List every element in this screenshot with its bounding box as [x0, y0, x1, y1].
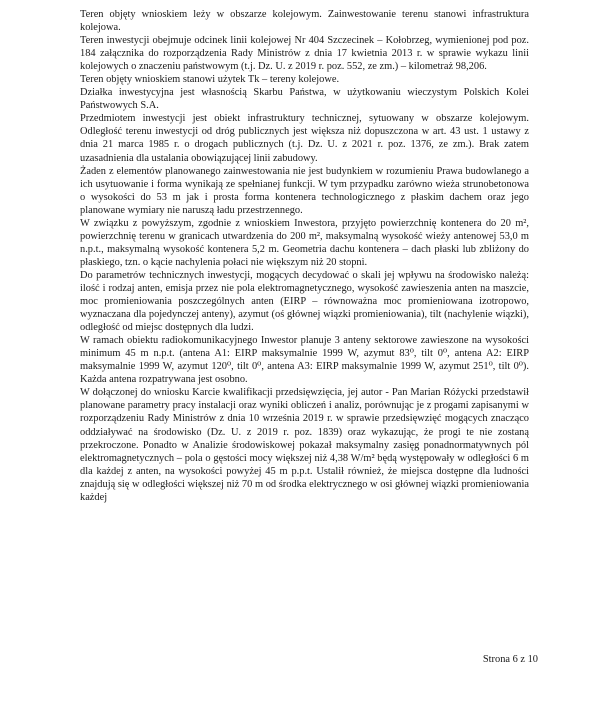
paragraph-land-use: Teren objęty wnioskiem stanowi użytek Tk – tereny kolejowe. [80, 74, 340, 86]
paragraph-antennas: W ramach obiektu radiokomunikacyjnego Inwestor planuje 3 anteny sektorowe zawieszone na wysokości minimum 45 m n.p.t. (antena A1: EIRP maksymalnie 1999 W, azymut 83⁰, tilt 0⁰, antena A2: EIRP maksymalnie 1999 W, azymut 120⁰, tilt 0⁰, antena A3: EIRP maksymalnie 1999 W, azymut 251⁰, tilt 0⁰). Każda antena rozpatrywana jest osobno. [80, 335, 529, 386]
paragraph-investment-subject: Przedmiotem inwestycji jest obiekt infrastruktury technicznej, sytuowany w obszarze kolejowym. Odległość terenu inwestycji od dróg publicznych jest większa niż dopuszczona w art. 43 ust. 1 ustawy z dnia 21 marca 1985 r. o drogach publicznych (t.j. Dz. U. z 2021 r. poz. 1376, ze zm.). Brak zatem uzasadnienia dla ustalania obowiązującej linii zabudowy. [80, 113, 529, 164]
paragraph-rail-area: Teren objęty wnioskiem leży w obszarze kolejowym. Zainwestowanie terenu stanowi infrastruktura kolejowa. [80, 9, 529, 34]
paragraph-container-parameters: W związku z powyższym, zgodnie z wnioskiem Inwestora, przyjęto powierzchnię kontenera do 20 m², powierzchnię terenu w granicach utwardzenia do 200 m², maksymalną wysokość wieży antenowej 53,0 m n.p.t., maksymalną wysokość kontenera 5,2 m. Geometria dachu kontenera – dach płaski lub zbliżony do płaskiego, tzn. o kącie nachylenia połaci nie większym niż 20 stopni. [80, 217, 529, 268]
paragraph-railway-line: Teren inwestycji obejmuje odcinek linii kolejowej Nr 404 Szczecinek – Kołobrzeg, wymienionej pod poz. 184 załącznika do rozporządzenia Rady Ministrów z dnia 17 kwietnia 2013 r. w sprawie wykazu linii kolejowych o znaczeniu państwowym (t.j. Dz. U. z 2019 r. poz. 552, ze zm.) – kilometraż 98,206. [80, 35, 529, 73]
paragraph-spatial-order: Żaden z elementów planowanego zainwestowania nie jest budynkiem w rozumieniu Prawa budowlanego a ich usytuowanie i forma wynikają ze spełnianej funkcji. W tym przypadku zarówno wieża strunobetonowa o wysokości do 53 m jak i prosta forma kontenera technologicznego z płaskim dachem oraz jego planowane wymiary nie naruszą ładu przestrzennego. [80, 165, 529, 216]
page-number: Strona 6 z 10 [482, 654, 538, 665]
body-text [80, 8, 529, 504]
paragraph-ownership: Działka inwestycyjna jest własnością Skarbu Państwa, w użytkowaniu wieczystym Polskich Kolei Państwowych S.A. [80, 87, 529, 112]
paragraph-qualification-card: W dołączonej do wniosku Karcie kwalifikacji przedsięwzięcia, jej autor - Pan Marian Różycki przedstawił planowane parametry pracy instalacji oraz wyniki obliczeń i analiz, porównując je z progami zapisanymi w rozporządzeniu Rady Ministrów z dnia 10 września 2019 r. w sprawie przedsięwzięć mogących znacząco oddziaływać na środowisko (Dz. U. z 2019 r. poz. 1839) oraz wykazując, że progi te nie zostaną przekroczone. Ponadto w Analizie środowiskowej pokazał maksymalny zasięg ponadnormatywnych pól elektromagnetycznych – pola o gęstości mocy większej niż 4,38 W/m² będą występowały w odległości 6 m dla każdej z anten, na wysokości powyżej 45 m p.p.t. Ustalił również, że miejsca dostępne dla ludności znajdują się w odległości większej niż 70 m od środka elektrycznego w osi głównej wiązki promieniowania każdej [80, 387, 529, 503]
paragraph-technical-parameters: Do parametrów technicznych inwestycji, mogących decydować o skali jej wpływu na środowisko należą: ilość i rodzaj anten, emisja przez nie pola elektromagnetycznego, wysokość zawieszenia anten na maszcie, moc promieniowania poszczególnych anten (EIRP – równoważna moc promieniowana izotropowo, wyznaczana dla pojedynczej anteny), azymut (oś głównej wiązki promieniowania), tilt (nachylenie wiązki), odległość od miejsc dostępnych dla ludzi. [80, 269, 529, 334]
